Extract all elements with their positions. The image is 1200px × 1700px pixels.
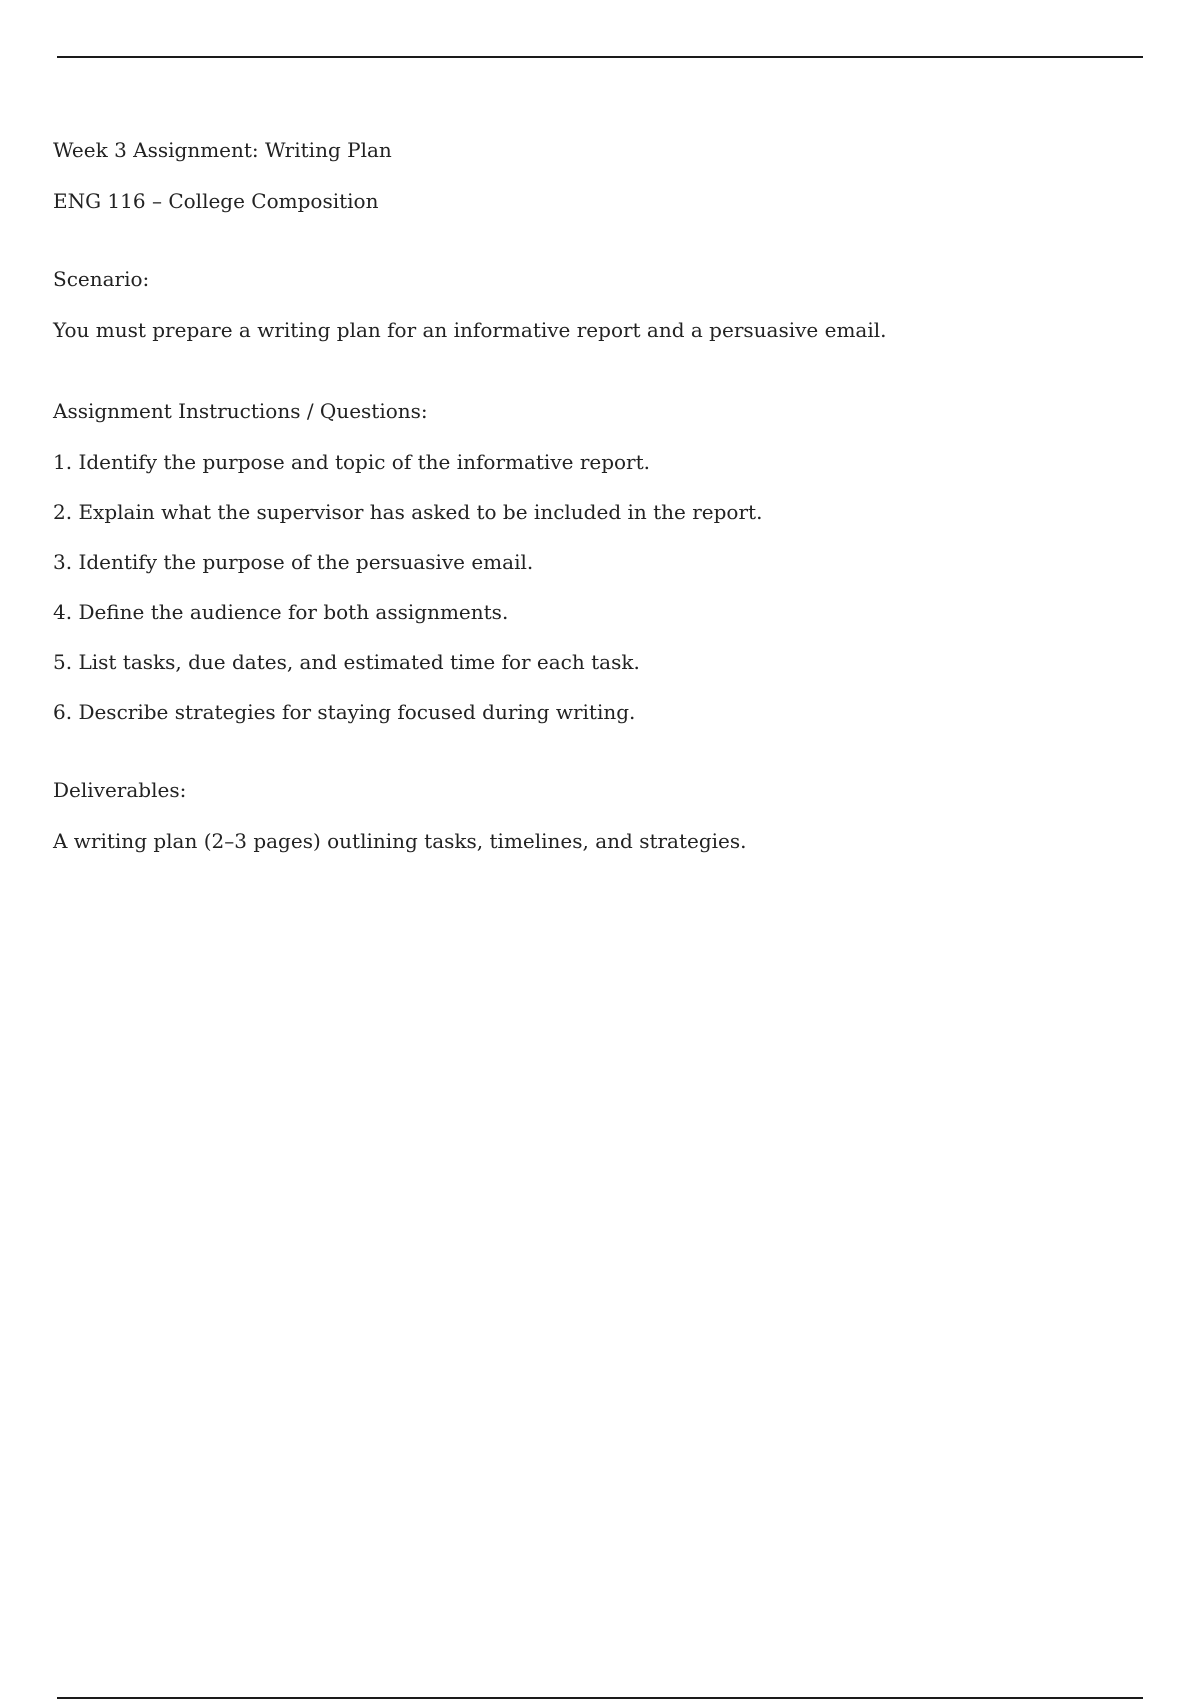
list-item: 1. Identify the purpose and topic of the informative report.: [53, 450, 651, 474]
list-item: 5. List tasks, due dates, and estimated time for each task.: [53, 650, 640, 674]
scenario-text: You must prepare a writing plan for an informative report and a persuasive email.: [53, 318, 887, 342]
list-item: 3. Identify the purpose of the persuasive email.: [53, 550, 534, 574]
list-item: 6. Describe strategies for staying focused during writing.: [53, 700, 636, 724]
instructions-heading: Assignment Instructions / Questions:: [53, 399, 428, 423]
scenario-heading: Scenario:: [53, 267, 150, 291]
course-name: ENG 116 – College Composition: [53, 189, 379, 213]
document-body: [53, 136, 1153, 855]
list-item: 4. Define the audience for both assignments.: [53, 600, 509, 624]
top-rule: [57, 56, 1143, 58]
instructions-list: [53, 448, 1153, 726]
list-item: 2. Explain what the supervisor has asked to be included in the report.: [53, 500, 763, 524]
document-title: Week 3 Assignment: Writing Plan: [53, 138, 392, 162]
deliverables-heading: Deliverables:: [53, 778, 187, 802]
deliverables-text: A writing plan (2–3 pages) outlining tasks, timelines, and strategies.: [53, 829, 747, 853]
bottom-rule: [57, 1697, 1143, 1699]
